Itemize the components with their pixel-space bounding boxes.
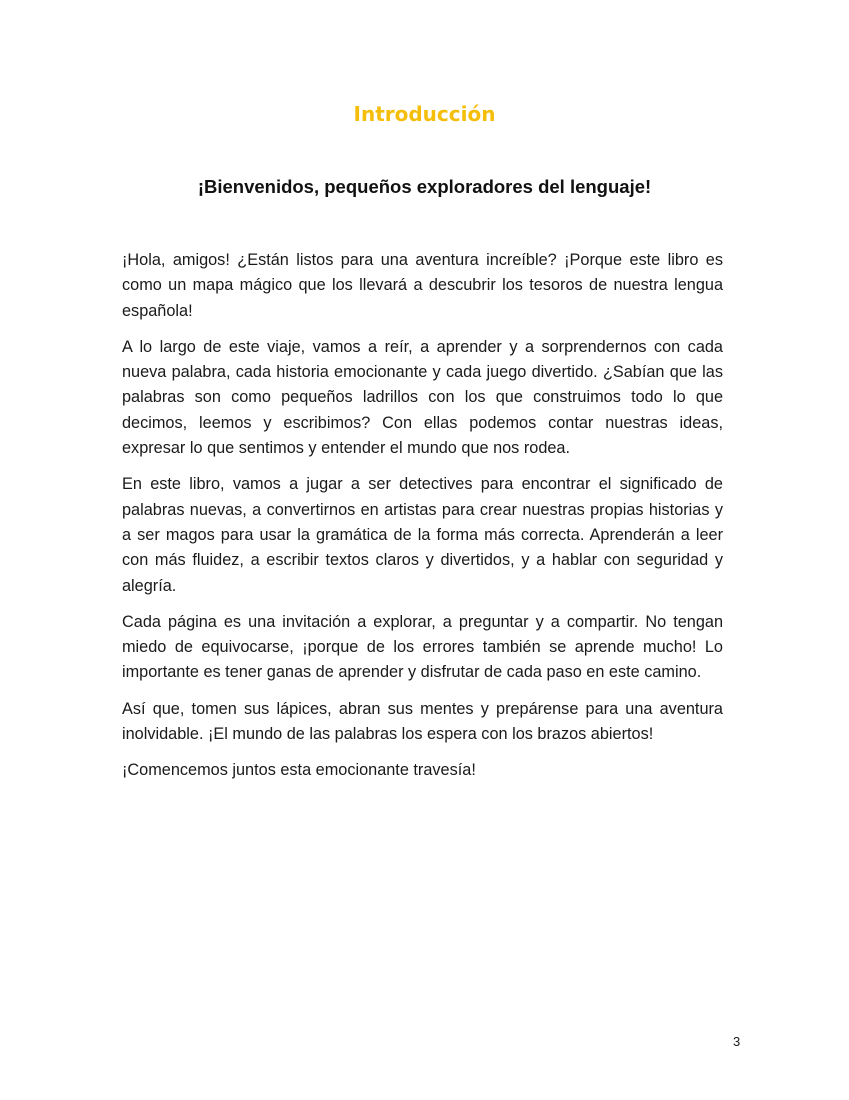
paragraph: ¡Hola, amigos! ¿Están listos para una aventura increíble? ¡Porque este libro es como un mapa mágico que los llevará a descubrir los tesoros de nuestra lengua española! [122, 251, 723, 320]
body-text [122, 248, 723, 795]
paragraph: A lo largo de este viaje, vamos a reír, a aprender y a sorprendernos con cada nueva palabra, cada historia emocionante y cada juego divertido. ¿Sabían que las palabras son como pequeños ladrillos con los que construimos todo lo que decimos, leemos y escribimos? Con ellas podemos contar nuestras ideas, expresar lo que sentimos y entender el mundo que nos rodea. [122, 337, 723, 458]
paragraph: Cada página es una invitación a explorar, a preguntar y a compartir. No tengan miedo de equivocarse, ¡porque de los errores también se aprende mucho! Lo importante es tener ganas de aprender y disfrutar de cada paso en este camino. [122, 612, 723, 682]
page-title: Introducción [353, 102, 496, 126]
paragraph: En este libro, vamos a jugar a ser detectives para encontrar el significado de palabras nuevas, a convertirnos en artistas para crear nuestras propias historias y a ser magos para usar la gramática de la forma más correcta. Aprenderán a leer con más fluidez, a escribir textos claros y divertidos, y a hablar con seguridad y alegría. [122, 475, 723, 595]
page-subtitle: ¡Bienvenidos, pequeños exploradores del lenguaje! [197, 176, 652, 197]
paragraph: Así que, tomen sus lápices, abran sus mentes y prepárense para una aventura inolvidable. ¡El mundo de las palabras los espera con los brazos abiertos! [122, 699, 723, 744]
page-number: 3 [733, 1034, 741, 1049]
paragraph: ¡Comencemos juntos esta emocionante travesía! [122, 761, 476, 780]
